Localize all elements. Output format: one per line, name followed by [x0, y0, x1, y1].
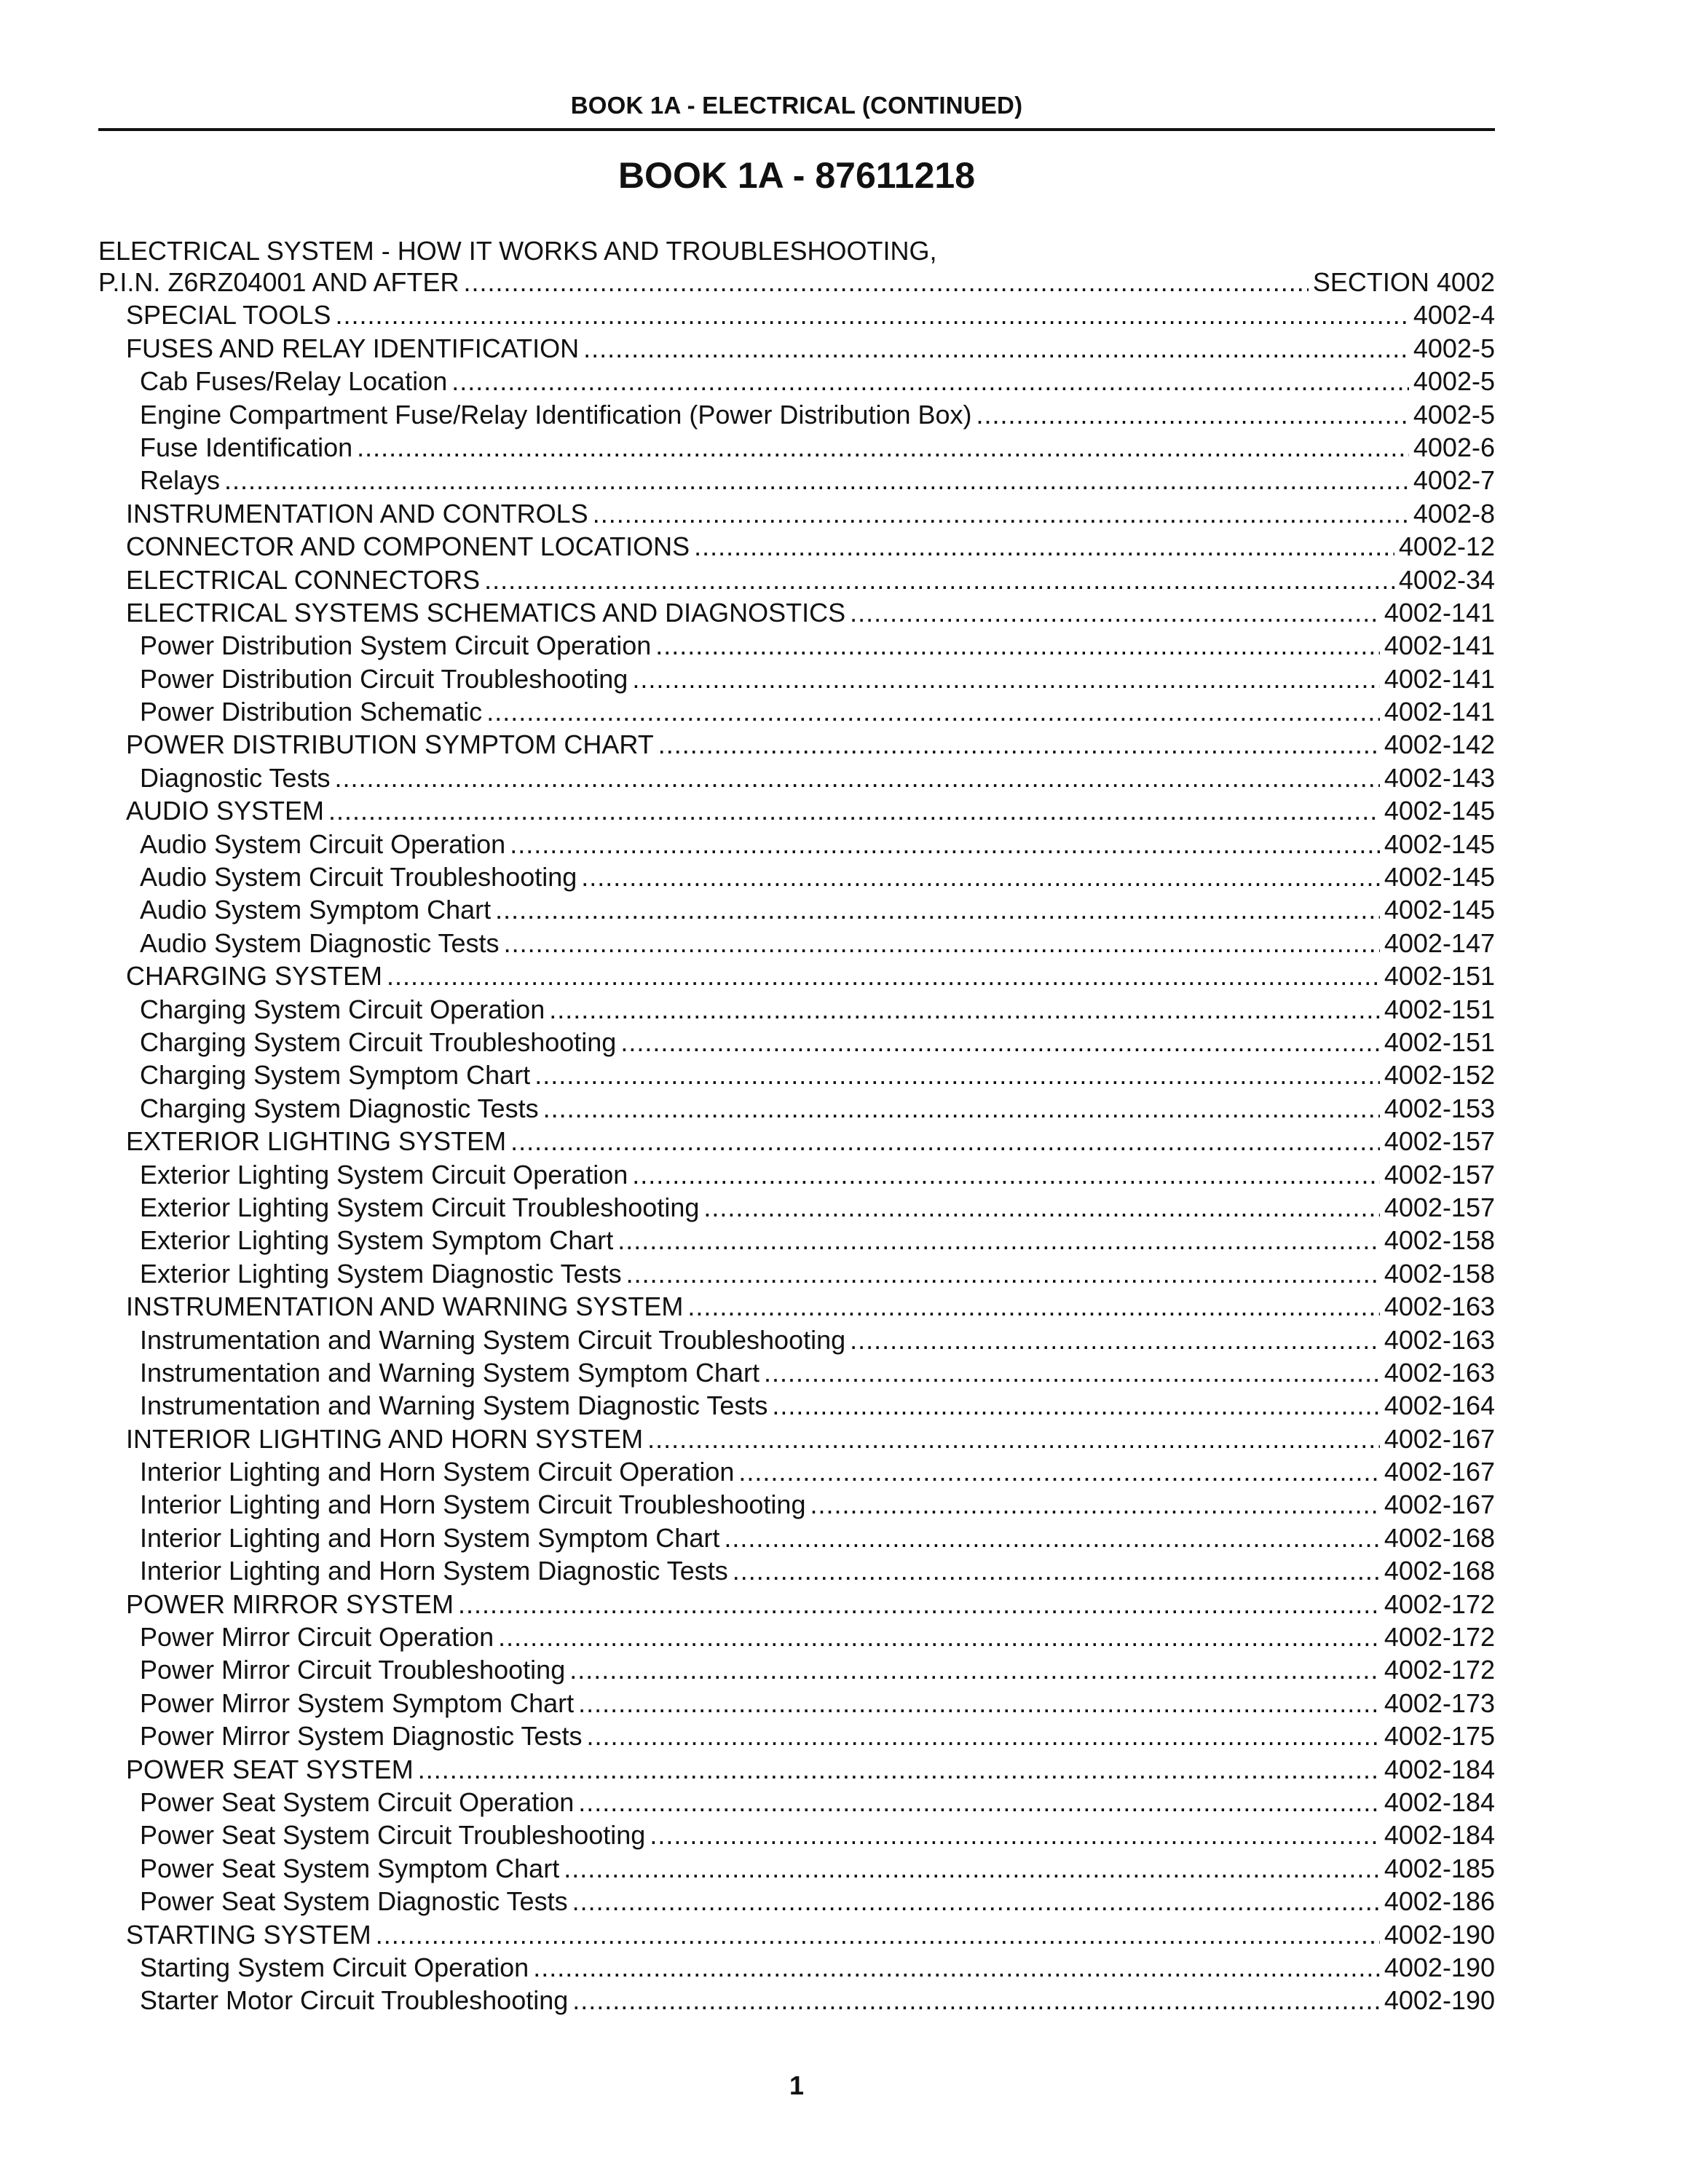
- toc-entry: [98, 1093, 1495, 1126]
- toc-entry-page: 4002-141: [1384, 630, 1495, 661]
- dot-leader: [687, 1291, 1380, 1322]
- toc-entry: [98, 895, 1495, 927]
- toc-entry: [98, 465, 1495, 498]
- dot-leader: [850, 1325, 1380, 1356]
- dot-leader: [451, 366, 1409, 397]
- dot-leader: [733, 1556, 1380, 1586]
- dot-leader: [387, 961, 1380, 992]
- toc-entry-title: CHARGING SYSTEM: [126, 961, 383, 992]
- toc-entry-page: 4002-5: [1413, 366, 1495, 397]
- toc-entry: [98, 1291, 1495, 1324]
- toc-entry-page: 4002-158: [1384, 1225, 1495, 1256]
- toc-entry: [98, 630, 1495, 663]
- toc-entry: [98, 1589, 1495, 1622]
- dot-leader: [655, 630, 1380, 661]
- toc-entry-page: 4002-168: [1384, 1556, 1495, 1586]
- toc-entry-title: Power Distribution System Circuit Operation: [140, 630, 652, 661]
- toc-entry: [98, 1655, 1495, 1688]
- toc-entry-page: 4002-142: [1384, 729, 1495, 760]
- dot-leader: [498, 1622, 1380, 1653]
- toc-entry-title: SPECIAL TOOLS: [126, 300, 331, 331]
- toc-entry-page: 4002-145: [1384, 828, 1495, 859]
- toc-entry-page: 4002-143: [1384, 762, 1495, 793]
- toc-entry-title: POWER MIRROR SYSTEM: [126, 1588, 454, 1619]
- toc-entry-title: Audio System Circuit Troubleshooting: [140, 862, 577, 893]
- toc-entry: [98, 1721, 1495, 1754]
- toc-entry-title: Power Mirror System Diagnostic Tests: [140, 1721, 583, 1752]
- toc-entry: [98, 1787, 1495, 1820]
- toc-entry-page: 4002-12: [1398, 531, 1495, 562]
- dot-leader: [328, 796, 1380, 826]
- toc-entry-title: Charging System Circuit Operation: [140, 994, 545, 1024]
- dot-leader: [510, 829, 1380, 860]
- toc-entry-title: CONNECTOR AND COMPONENT LOCATIONS: [126, 531, 690, 562]
- dot-leader: [650, 1820, 1380, 1851]
- toc-entry-title: Instrumentation and Warning System Circuit Troubleshooting: [140, 1324, 846, 1355]
- dot-leader: [647, 1424, 1380, 1455]
- toc-entry: [98, 300, 1495, 333]
- dot-leader: [724, 1523, 1380, 1554]
- toc-entry-page: 4002-145: [1384, 796, 1495, 826]
- page-number: 1: [789, 2070, 805, 2100]
- toc-entry: [98, 1027, 1495, 1060]
- dot-leader: [543, 1093, 1380, 1124]
- toc-entry: [98, 1754, 1495, 1787]
- toc-entry: [98, 1556, 1495, 1588]
- toc-entry-title: POWER DISTRIBUTION SYMPTOM CHART: [126, 729, 654, 760]
- toc-entry-title: Power Mirror Circuit Operation: [140, 1622, 494, 1653]
- toc-entry-page: 4002-5: [1413, 399, 1495, 430]
- toc-entry-page: 4002-157: [1384, 1126, 1495, 1157]
- toc-entry-title: Audio System Circuit Operation: [140, 828, 506, 859]
- toc-entry: [98, 333, 1495, 366]
- dot-leader: [617, 1225, 1380, 1256]
- toc-entry: [98, 1920, 1495, 1952]
- toc-entry: [98, 1952, 1495, 1985]
- toc-entry-page: 4002-151: [1384, 1026, 1495, 1057]
- toc-entry-page: 4002-172: [1384, 1655, 1495, 1685]
- toc-entry-page: 4002-163: [1384, 1291, 1495, 1322]
- dot-leader: [495, 895, 1380, 925]
- toc-entry-title: Diagnostic Tests: [140, 762, 331, 793]
- toc-entry-title: Interior Lighting and Horn System Diagnostic Tests: [140, 1556, 728, 1586]
- toc-entry: [98, 598, 1495, 630]
- toc-entry-title: Relays: [140, 465, 221, 496]
- toc-entry-page: 4002-172: [1384, 1588, 1495, 1619]
- toc-entry-title: Interior Lighting and Horn System Symptom Chart: [140, 1522, 720, 1553]
- dot-leader: [810, 1489, 1379, 1520]
- toc-entry-page: 4002-184: [1384, 1754, 1495, 1784]
- toc-entry-title: ELECTRICAL SYSTEMS SCHEMATICS AND DIAGNOSTICS: [126, 597, 846, 628]
- toc-entry: [98, 961, 1495, 994]
- toc-entry-page: 4002-151: [1384, 994, 1495, 1024]
- book-title: BOOK 1A - 87611218: [617, 155, 976, 196]
- toc-entry: [98, 1225, 1495, 1258]
- toc-entry-title: Exterior Lighting System Diagnostic Tests: [140, 1258, 622, 1289]
- toc-entry-title: Power Seat System Diagnostic Tests: [140, 1886, 568, 1917]
- toc-entry-page: 4002-190: [1384, 1919, 1495, 1950]
- toc-entry-page: 4002-152: [1384, 1060, 1495, 1091]
- toc-entry-page: 4002-145: [1384, 895, 1495, 925]
- toc-entry-title: Audio System Symptom Chart: [140, 895, 492, 925]
- toc-entry-page: 4002-175: [1384, 1721, 1495, 1752]
- toc-entry-title: P.I.N. Z6RZ04001 AND AFTER: [98, 267, 459, 297]
- toc-entry-page: 4002-4: [1413, 300, 1495, 331]
- dot-leader: [572, 1886, 1380, 1917]
- toc-entry-page: 4002-184: [1384, 1820, 1495, 1851]
- toc-entry-title: AUDIO SYSTEM: [126, 796, 325, 826]
- toc-entry-page: 4002-157: [1384, 1192, 1495, 1222]
- toc-entry-title: Power Mirror System Symptom Chart: [140, 1688, 575, 1718]
- dot-leader: [632, 664, 1380, 695]
- dot-leader: [504, 928, 1380, 959]
- toc-entry-title: Audio System Diagnostic Tests: [140, 927, 500, 958]
- toc-entry: [98, 1457, 1495, 1489]
- dot-leader: [334, 763, 1379, 794]
- toc-entry-page: 4002-145: [1384, 862, 1495, 893]
- toc-entry: [98, 366, 1495, 399]
- toc-entry-title: Power Mirror Circuit Troubleshooting: [140, 1655, 566, 1685]
- toc-entry-title: Power Seat System Circuit Operation: [140, 1787, 575, 1817]
- toc-entry-page: 4002-167: [1384, 1489, 1495, 1520]
- toc-entry-title: INTERIOR LIGHTING AND HORN SYSTEM: [126, 1423, 644, 1454]
- toc-entry: [98, 1126, 1495, 1159]
- toc-entry-title: EXTERIOR LIGHTING SYSTEM: [126, 1126, 507, 1157]
- dot-leader: [564, 1853, 1380, 1884]
- dot-leader: [593, 499, 1409, 529]
- dot-leader: [484, 565, 1394, 596]
- toc-entry: [98, 1688, 1495, 1721]
- toc-entry-page: 4002-190: [1384, 1985, 1495, 2016]
- dot-leader: [549, 994, 1380, 1025]
- toc-entry-page: SECTION 4002: [1312, 267, 1495, 297]
- toc-entry: [98, 729, 1495, 762]
- dot-leader: [620, 1027, 1380, 1058]
- dot-leader: [658, 729, 1380, 760]
- toc-entry-title: FUSES AND RELAY IDENTIFICATION: [126, 333, 580, 363]
- toc-entry-page: 4002-141: [1384, 597, 1495, 628]
- dot-leader: [357, 432, 1409, 463]
- toc-entry-title: Power Seat System Symptom Chart: [140, 1853, 560, 1883]
- dot-leader: [578, 1688, 1380, 1719]
- toc-entry: [98, 1325, 1495, 1358]
- running-header: BOOK 1A - ELECTRICAL (CONTINUED): [570, 92, 1023, 119]
- toc-entry: [98, 697, 1495, 729]
- toc-entry: [98, 1622, 1495, 1655]
- toc-entry-page: 4002-163: [1384, 1357, 1495, 1388]
- toc-entry-title: Charging System Circuit Troubleshooting: [140, 1026, 617, 1057]
- toc-entry: [98, 994, 1495, 1027]
- toc-entry-page: 4002-141: [1384, 697, 1495, 727]
- toc-entry: [98, 664, 1495, 697]
- toc-entry-title: INSTRUMENTATION AND CONTROLS: [126, 498, 588, 529]
- dot-leader: [533, 1952, 1380, 1983]
- toc-entry-title: Charging System Symptom Chart: [140, 1060, 531, 1091]
- toc-entry: [98, 499, 1495, 531]
- dot-leader: [510, 1126, 1380, 1157]
- dot-leader: [626, 1259, 1380, 1289]
- toc-entry: [98, 1424, 1495, 1457]
- toc-entry-page: 4002-151: [1384, 961, 1495, 992]
- toc-entry-page: 4002-168: [1384, 1522, 1495, 1553]
- toc-entry-page: 4002-172: [1384, 1622, 1495, 1653]
- dot-leader: [569, 1655, 1380, 1685]
- toc-entry-page: 4002-157: [1384, 1159, 1495, 1190]
- toc-entry-title: Starter Motor Circuit Troubleshooting: [140, 1985, 569, 2016]
- toc-entry-title: Power Distribution Circuit Troubleshooting: [140, 663, 628, 694]
- toc-entry: [98, 1489, 1495, 1522]
- toc-entry-page: 4002-167: [1384, 1457, 1495, 1487]
- dot-leader: [486, 697, 1380, 727]
- toc-entry-title: Power Seat System Circuit Troubleshooting: [140, 1820, 646, 1851]
- toc-entry-title: Starting System Circuit Operation: [140, 1952, 529, 1982]
- toc-entry-page: 4002-164: [1384, 1390, 1495, 1421]
- toc-entry-page: 4002-185: [1384, 1853, 1495, 1883]
- dot-leader: [738, 1457, 1379, 1487]
- toc-entry-page: 4002-34: [1398, 564, 1495, 595]
- dot-leader: [335, 300, 1408, 331]
- toc-entry: [98, 862, 1495, 895]
- toc-entry: [98, 829, 1495, 862]
- toc-entry: [98, 1886, 1495, 1919]
- dot-leader: [458, 1589, 1380, 1620]
- toc-entry-title: Interior Lighting and Horn System Circuit Troubleshooting: [140, 1489, 806, 1520]
- toc-entry: [98, 1259, 1495, 1291]
- dot-leader: [418, 1754, 1380, 1785]
- dot-leader: [703, 1192, 1380, 1223]
- toc-entry: [98, 763, 1495, 796]
- toc-entry-title: Exterior Lighting System Symptom Chart: [140, 1225, 614, 1256]
- toc-entry: [98, 1820, 1495, 1853]
- toc-entry-title: Instrumentation and Warning System Symptom Chart: [140, 1357, 760, 1388]
- toc-entry-title: Interior Lighting and Horn System Circuit Operation: [140, 1457, 735, 1487]
- toc-entry: [98, 1985, 1495, 2018]
- dot-leader: [694, 531, 1394, 562]
- toc-entry-page: 4002-186: [1384, 1886, 1495, 1917]
- toc-entry: [98, 1060, 1495, 1093]
- toc-entry-page: 4002-6: [1413, 432, 1495, 462]
- dot-leader: [572, 1985, 1380, 2016]
- toc-entry-page: 4002-158: [1384, 1258, 1495, 1289]
- toc-entry-title: Fuse Identification: [140, 432, 353, 462]
- toc-entry-page: 4002-147: [1384, 927, 1495, 958]
- toc-entry-page: 4002-184: [1384, 1787, 1495, 1817]
- dot-leader: [376, 1920, 1380, 1950]
- toc-entry-title: ELECTRICAL CONNECTORS: [126, 564, 481, 595]
- toc-entry-title: Power Distribution Schematic: [140, 697, 483, 727]
- toc-entry: [98, 1358, 1495, 1390]
- toc-entry-title: Exterior Lighting System Circuit Operation: [140, 1159, 628, 1190]
- toc-entry: [98, 796, 1495, 828]
- header-divider: [98, 128, 1495, 131]
- dot-leader: [976, 400, 1409, 430]
- toc-entry-title: POWER SEAT SYSTEM: [126, 1754, 414, 1784]
- dot-leader: [587, 1721, 1380, 1752]
- toc-entry: [98, 1160, 1495, 1192]
- toc-entry-title: INSTRUMENTATION AND WARNING SYSTEM: [126, 1291, 684, 1322]
- toc-entry-page: 4002-167: [1384, 1423, 1495, 1454]
- table-of-contents: [98, 267, 1495, 2019]
- dot-leader: [764, 1358, 1380, 1388]
- dot-leader: [850, 598, 1380, 628]
- dot-leader: [534, 1060, 1380, 1091]
- toc-entry: [98, 928, 1495, 961]
- toc-entry: [98, 1523, 1495, 1556]
- toc-entry: [98, 531, 1495, 564]
- dot-leader: [581, 862, 1380, 893]
- dot-leader: [772, 1390, 1379, 1421]
- dot-leader: [578, 1787, 1380, 1818]
- toc-entry-page: 4002-7: [1413, 465, 1495, 496]
- toc-entry: [98, 1853, 1495, 1886]
- dot-leader: [224, 465, 1409, 496]
- toc-entry: [98, 1390, 1495, 1423]
- toc-entry-title: STARTING SYSTEM: [126, 1919, 371, 1950]
- section-intro-line: ELECTRICAL SYSTEM - HOW IT WORKS AND TROUBLESHOOTING,: [98, 236, 937, 266]
- toc-entry: [98, 267, 1495, 300]
- toc-entry: [98, 432, 1495, 465]
- toc-entry-page: 4002-173: [1384, 1688, 1495, 1718]
- toc-entry-title: Engine Compartment Fuse/Relay Identification (Power Distribution Box): [140, 399, 972, 430]
- toc-entry-page: 4002-163: [1384, 1324, 1495, 1355]
- dot-leader: [583, 333, 1409, 364]
- toc-entry: [98, 400, 1495, 432]
- toc-entry-page: 4002-141: [1384, 663, 1495, 694]
- dot-leader: [464, 267, 1309, 298]
- toc-entry-page: 4002-153: [1384, 1093, 1495, 1123]
- toc-entry: [98, 565, 1495, 598]
- toc-entry-page: 4002-5: [1413, 333, 1495, 363]
- dot-leader: [632, 1160, 1380, 1190]
- toc-entry-title: Charging System Diagnostic Tests: [140, 1093, 539, 1123]
- toc-entry-page: 4002-190: [1384, 1952, 1495, 1982]
- toc-entry-page: 4002-8: [1413, 498, 1495, 529]
- toc-entry-title: Instrumentation and Warning System Diagnostic Tests: [140, 1390, 768, 1421]
- toc-entry-title: Exterior Lighting System Circuit Troubleshooting: [140, 1192, 700, 1222]
- toc-entry: [98, 1192, 1495, 1225]
- toc-entry-title: Cab Fuses/Relay Location: [140, 366, 448, 397]
